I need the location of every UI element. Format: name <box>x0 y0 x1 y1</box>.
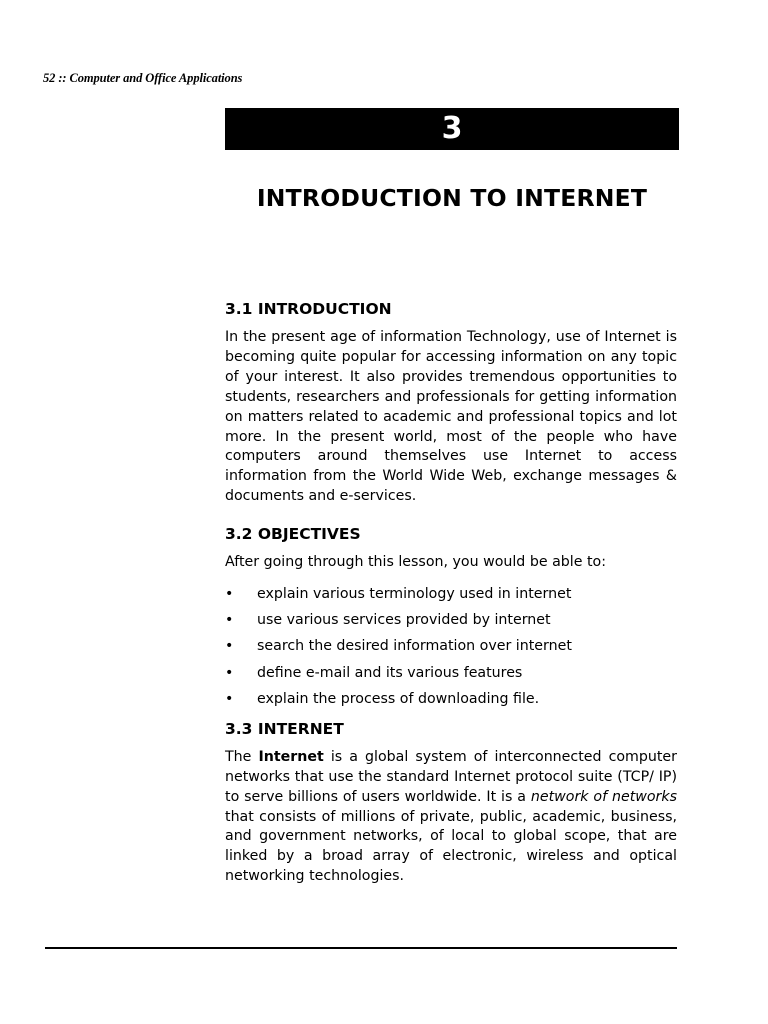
internet-text-end: that consists of millions of private, public, academic, business, and government networks, of local to global scope, that are linked by a broad array of electronic, wireless and optical networking technologies. <box>225 808 677 885</box>
chapter-number: 3 <box>441 111 463 146</box>
objective-text: explain the process of downloading file. <box>257 690 540 707</box>
chapter-title: INTRODUCTION TO INTERNET <box>256 184 648 212</box>
running-header: 52 :: Computer and Office Applications <box>43 71 243 85</box>
bullet-icon: • <box>225 690 234 707</box>
internet-bold-term: Internet <box>258 748 324 765</box>
bullet-icon: • <box>225 586 234 603</box>
footer-rule <box>45 947 677 949</box>
bullet-icon: • <box>225 612 234 629</box>
objective-text: search the desired information over internet <box>257 638 572 655</box>
internet-italic-term: network of networks <box>530 788 677 805</box>
internet-text-middle: is a global system of interconnected computer networks that use the standard Internet protocol suite (TCP/ IP) to serve billions of users worldwide. It is a <box>225 748 677 805</box>
section-heading-introduction: 3.1 INTRODUCTION <box>225 300 392 318</box>
section-heading-internet: 3.3 INTERNET <box>225 719 344 738</box>
objectives-list <box>225 585 677 710</box>
list-item <box>225 611 677 631</box>
list-item <box>225 690 677 710</box>
lesson-content <box>225 299 677 887</box>
introduction-paragraph: In the present age of information Technology, use of Internet is becoming quite popular for accessing information on any topic of your interest. It also provides tremendous opportunities to students, researchers and professionals for getting information on matters related to academic and professional topics and lot more. In the present world, most of the people who have computers around themselves use Internet to access information from the World Wide Web, exchange messages & documents and e-services. <box>225 329 677 505</box>
objective-text: explain various terminology used in internet <box>257 586 572 603</box>
section-heading-objectives: 3.2 OBJECTIVES <box>225 525 361 544</box>
bullet-icon: • <box>225 638 234 655</box>
bullet-icon: • <box>225 664 234 681</box>
internet-text-start: The <box>225 748 259 765</box>
internet-paragraph <box>225 748 677 887</box>
list-item <box>225 664 677 684</box>
chapter-number-bar <box>225 108 679 150</box>
list-item <box>225 637 677 657</box>
objectives-lead: After going through this lesson, you would be able to: <box>225 554 606 571</box>
objective-text: define e-mail and its various features <box>257 664 523 681</box>
list-item <box>225 585 677 605</box>
objective-text: use various services provided by internet <box>257 612 551 629</box>
